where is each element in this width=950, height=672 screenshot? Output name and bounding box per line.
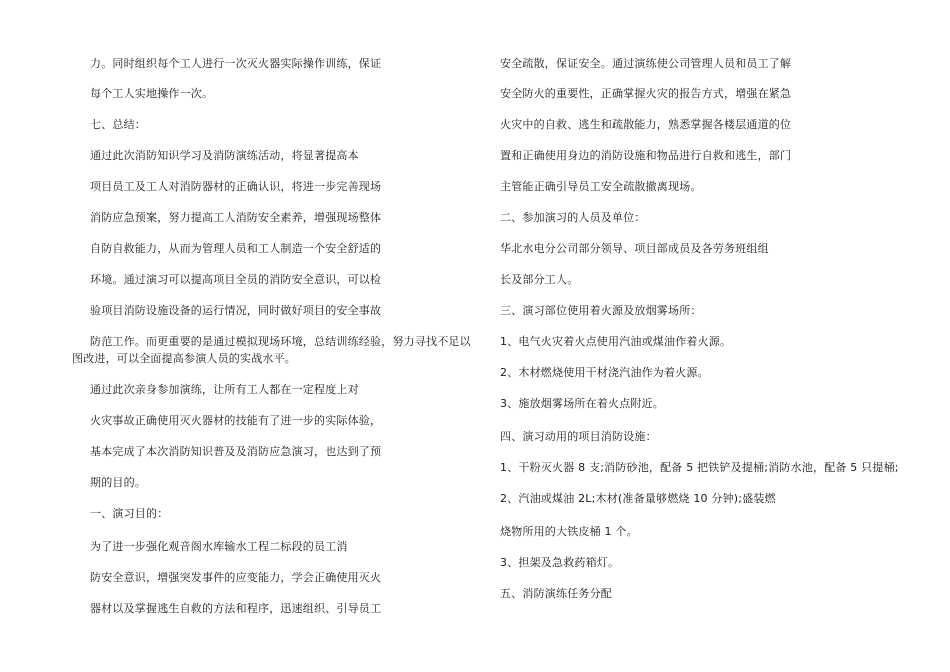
text-line: 项目员工及工人对消防器材的正确认识，将进一步完善现场	[90, 180, 382, 193]
text-line: 图改进，可以全面提高参演人员的实战水平。	[72, 352, 296, 365]
list-item: 2、汽油或煤油 2L;木材(准备量够燃烧 10 分钟);盛装燃	[500, 492, 776, 505]
text-line: 消防应急预案，努力提高工人消防安全素养，增强现场整体	[90, 211, 382, 224]
text-line: 期的目的。	[90, 476, 146, 489]
text-line: 烧物所用的大铁皮桶 1 个。	[500, 525, 638, 538]
text-line: 每个工人实地操作一次。	[90, 87, 214, 100]
text-line: 自防自救能力，从而为管理人员和工人制造一个安全舒适的	[90, 242, 382, 255]
text-line: 主管能正确引导员工安全疏散撤离现场。	[500, 180, 702, 193]
text-line: 火灾事故正确使用灭火器材的技能有了进一步的实际体验，	[90, 414, 382, 427]
list-item: 3、施放烟雾场所在着火点附近。	[500, 397, 664, 410]
text-line: 基本完成了本次消防知识普及及消防应急演习，也达到了预	[90, 445, 382, 458]
text-line: 通过此次消防知识学习及消防演练活动，将显著提高本	[90, 149, 359, 162]
section-heading: 五、消防演练任务分配	[500, 587, 612, 600]
section-heading: 二、参加演习的人员及单位：	[500, 211, 646, 224]
text-line: 火灾中的自救、逃生和疏散能力，熟悉掌握各楼层通道的位	[500, 118, 792, 131]
list-item: 1、电气火灾着火点使用汽油或煤油作着火源。	[500, 335, 732, 348]
text-line: 置和正确使用身边的消防设施和物品进行自救和逃生，部门	[500, 149, 792, 162]
text-line: 安全疏散，保证安全。通过演练使公司管理人员和员工了解	[500, 57, 792, 70]
text-line: 华北水电分公司部分领导、项目部成员及各劳务班组组	[500, 242, 769, 255]
text-line: 长及部分工人。	[500, 273, 579, 286]
list-item: 3、担架及急救药箱灯。	[500, 556, 620, 569]
section-heading: 三、演习部位使用着火源及放烟雾场所：	[500, 304, 702, 317]
text-line: 防范工作。而更重要的是通过模拟现场环境，总结训练经验，努力寻找不足以	[90, 335, 471, 348]
section-heading: 四、演习动用的项目消防设施：	[500, 430, 657, 443]
section-heading: 一、演习目的：	[90, 507, 169, 520]
text-line: 验项目消防设施设备的运行情况，同时做好项目的安全事故	[90, 304, 382, 317]
list-item: 2、木材燃烧使用干材浇汽油作为着火源。	[500, 366, 709, 379]
text-line: 为了进一步强化观音阁水库输水工程二标段的员工消	[90, 540, 348, 553]
text-line: 力。同时组织每个工人进行一次灭火器实际操作训练，保证	[90, 57, 382, 70]
text-line: 器材以及掌握逃生自救的方法和程序，迅速组织、引导员工	[90, 602, 382, 615]
text-line: 安全防火的重要性，正确掌握火灾的报告方式，增强在紧急	[500, 87, 792, 100]
text-line: 环境。通过演习可以提高项目全员的消防安全意识，可以检	[90, 273, 382, 286]
text-line: 防安全意识，增强突发事件的应变能力，学会正确使用灭火	[90, 571, 382, 584]
list-item: 1、干粉灭火器 8 支;消防砂池，配备 5 把铁铲及提桶;消防水池，配备 5 只提桶;	[500, 461, 899, 474]
text-line: 通过此次亲身参加演练，让所有工人都在一定程度上对	[90, 383, 359, 396]
section-heading: 七、总结：	[90, 118, 146, 131]
